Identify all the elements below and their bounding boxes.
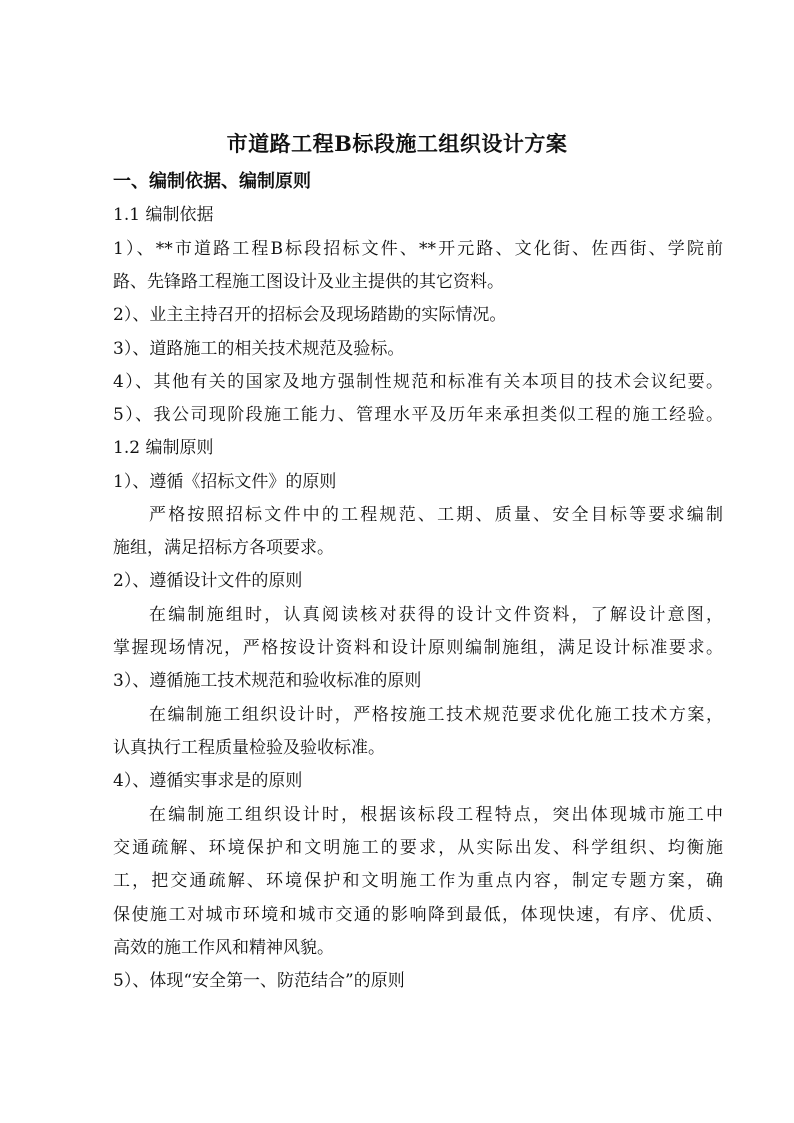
principle-heading: 2）、遵循设计文件的原则 xyxy=(113,571,303,591)
paragraph-line: 工，把交通疏解、环境保护和文明施工作为重点内容，制定专题方案，确 xyxy=(113,871,723,891)
list-item: 3）、道路施工的相关技术规范及验标。 xyxy=(113,339,405,359)
paragraph-line: 掌握现场情况，严格按设计资料和设计原则编制施组，满足设计标准要求。 xyxy=(113,638,723,658)
paragraph-line: 保使施工对城市环境和城市交通的影响降到最低，体现快速，有序、优质、 xyxy=(113,905,723,925)
list-item: 2）、业主主持召开的招标会及现场踏勘的实际情况。 xyxy=(113,305,507,325)
principle-heading: 5）、体现“安全第一、防范结合”的原则 xyxy=(113,971,405,991)
subsection-heading-1-1: 1.1 编制依据 xyxy=(113,205,214,225)
paragraph-line: 严格按照招标文件中的工程规范、工期、质量、安全目标等要求编制 xyxy=(149,505,723,525)
list-item: 4）、其他有关的国家及地方强制性规范和标准有关本项目的技术会议纪要。 xyxy=(113,372,723,392)
principle-heading: 4）、遵循实事求是的原则 xyxy=(113,771,303,791)
paragraph-line: 路、先锋路工程施工图设计及业主提供的其它资料。 xyxy=(113,272,504,292)
paragraph-line: 交通疏解、环境保护和文明施工的要求，从实际出发、科学组织、均衡施 xyxy=(113,838,723,858)
paragraph-line: 高效的施工作风和精神风貌。 xyxy=(113,938,334,958)
paragraph-line: 认真执行工程质量检验及验收标准。 xyxy=(113,738,385,758)
paragraph-line: 在编制施工组织设计时，根据该标段工程特点，突出体现城市施工中 xyxy=(149,805,723,825)
section-heading-1: 一、编制依据、编制原则 xyxy=(113,171,311,192)
paragraph-line: 在编制施工组织设计时，严格按施工技术规范要求优化施工技术方案， xyxy=(149,705,723,725)
paragraph-line: 施组，满足招标方各项要求。 xyxy=(113,538,334,558)
paragraph-line: 在编制施组时，认真阅读核对获得的设计文件资料，了解设计意图， xyxy=(149,605,723,625)
subsection-heading-1-2: 1.2 编制原则 xyxy=(113,438,214,458)
principle-heading: 1）、遵循《招标文件》的原则 xyxy=(113,472,337,492)
document-title: 市道路工程B标段施工组织设计方案 xyxy=(226,131,568,156)
principle-heading: 3）、遵循施工技术规范和验收标准的原则 xyxy=(113,671,422,691)
list-item: 5）、我公司现阶段施工能力、管理水平及历年来承担类似工程的施工经验。 xyxy=(113,405,723,425)
paragraph-line: 1）、**市道路工程B标段招标文件、**开元路、文化街、佐西街、学院前 xyxy=(113,239,723,259)
